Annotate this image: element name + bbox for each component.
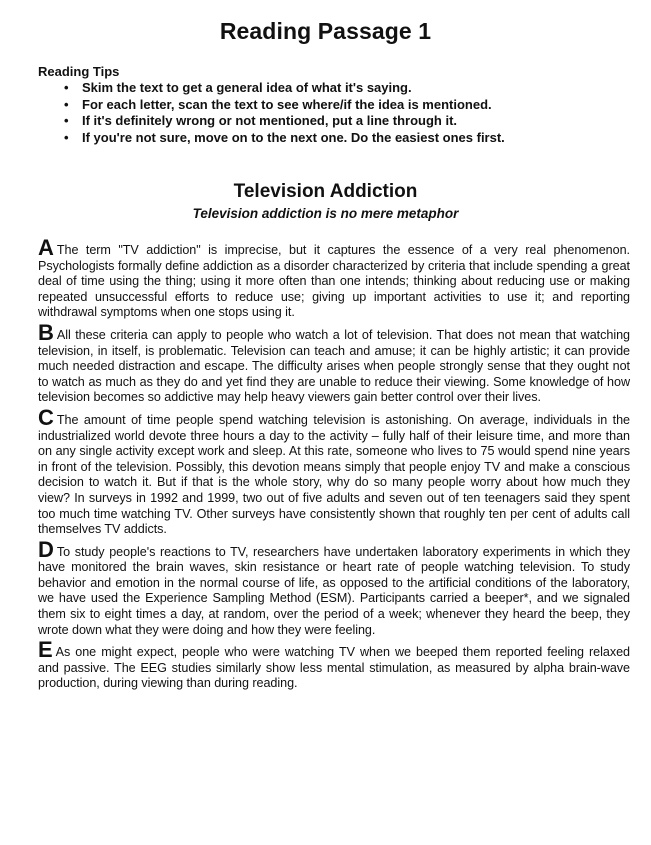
paragraph-a xyxy=(38,235,630,321)
tip-item xyxy=(64,113,638,130)
bullet-icon: • xyxy=(64,96,69,112)
tip-item xyxy=(64,80,638,97)
tip-item xyxy=(64,130,638,147)
paragraph-text: As one might expect, people who were watching TV when we beeped them reported feeling relaxed and passive. The EEG studies similarly show less mental stimulation, as measured by alpha brain-wave production, during viewing than during reading. xyxy=(38,645,630,691)
bullet-icon: • xyxy=(64,80,69,95)
tip-text: If it's definitely wrong or not mentioned, put a line through it. xyxy=(82,113,458,129)
passage-body xyxy=(38,235,630,696)
tip-item xyxy=(64,97,638,114)
article-subtitle: Television addiction is no mere metaphor xyxy=(192,206,459,221)
paragraph-letter: D xyxy=(38,536,54,562)
tip-text: Skim the text to get a general idea of what it's saying. xyxy=(82,80,412,95)
reading-tips-heading: Reading Tips xyxy=(38,64,120,79)
page-title: Reading Passage 1 xyxy=(219,18,432,44)
paragraph-text: The amount of time people spend watching television is astonishing. On average, individuals in the industrialized world devote three hours a day to the activity – fully half of their leisure time, and more than on any single activity except work and sleep. At this rate, someone who lives to 75 would spend nine years in front of the television. Possibly, this devotion means simply that people enjoy TV and make a conscious decision to watch it. But if that is the whole story, why do so many people worry about how much they view? In surveys in 1992 and 1999, two out of five adults and seven out of ten teenagers said they spent too much time watching TV. Other surveys have consistently shown that roughly ten per cent of adults call themselves TV addicts. xyxy=(38,412,630,537)
tip-text: If you're not sure, move on to the next one. Do the easiest ones first. xyxy=(82,129,505,145)
article-title: Television Addiction xyxy=(233,181,418,202)
reading-tips xyxy=(38,64,638,146)
bullet-icon: • xyxy=(64,129,69,145)
reading-tips-list xyxy=(38,80,638,146)
paragraph-letter: A xyxy=(38,235,54,260)
paragraph-c xyxy=(38,404,630,538)
paragraph-d xyxy=(38,536,630,639)
paragraph-text: To study people's reactions to TV, researchers have undertaken laboratory experiments in which they have monitored the brain waves, skin resistance or heart rate of people watching television. To study behavior and emotion in the normal course of life, as opposed to the artificial conditions of the laboratory, we have used the Experience Sampling Method (ESM). Participants carried a beeper*, and we signaled them six to eight times a day, at random, over the period of a week; whenever they heard the beep, they wrote down what they were doing and how they were feeling. xyxy=(38,544,630,637)
bullet-icon: • xyxy=(64,113,69,129)
paragraph-e xyxy=(38,637,630,692)
paragraph-text: All these criteria can apply to people who watch a lot of television. That does not mean that watching television, in itself, is problematic. Television can teach and amuse; it can be highly artistic; it can provide much needed distraction and escape. The difficulty arises when people strongly sense that they ought not to watch as much as they do and yet find they are unable to reduce their viewing. Some knowledge of how television becomes so addictive may help heavy viewers gain better control over their lives. xyxy=(38,327,630,405)
paragraph-letter: C xyxy=(38,404,54,430)
tip-text: For each letter, scan the text to see where/if the idea is mentioned. xyxy=(82,96,492,112)
paragraph-b xyxy=(38,319,630,406)
paragraph-text: The term "TV addiction" is imprecise, but it captures the essence of a very real phenomenon. Psychologists formally define addiction as a disorder characterized by criteria that include spending a great deal of time using the thing; using it more often than one intends; thinking about reducing use or making repeated unsuccessful efforts to reduce use; giving up important activities to use it; and reporting withdrawal symptoms when one stops using it. xyxy=(38,243,630,320)
paragraph-letter: B xyxy=(38,319,54,345)
paragraph-letter: E xyxy=(38,637,53,663)
